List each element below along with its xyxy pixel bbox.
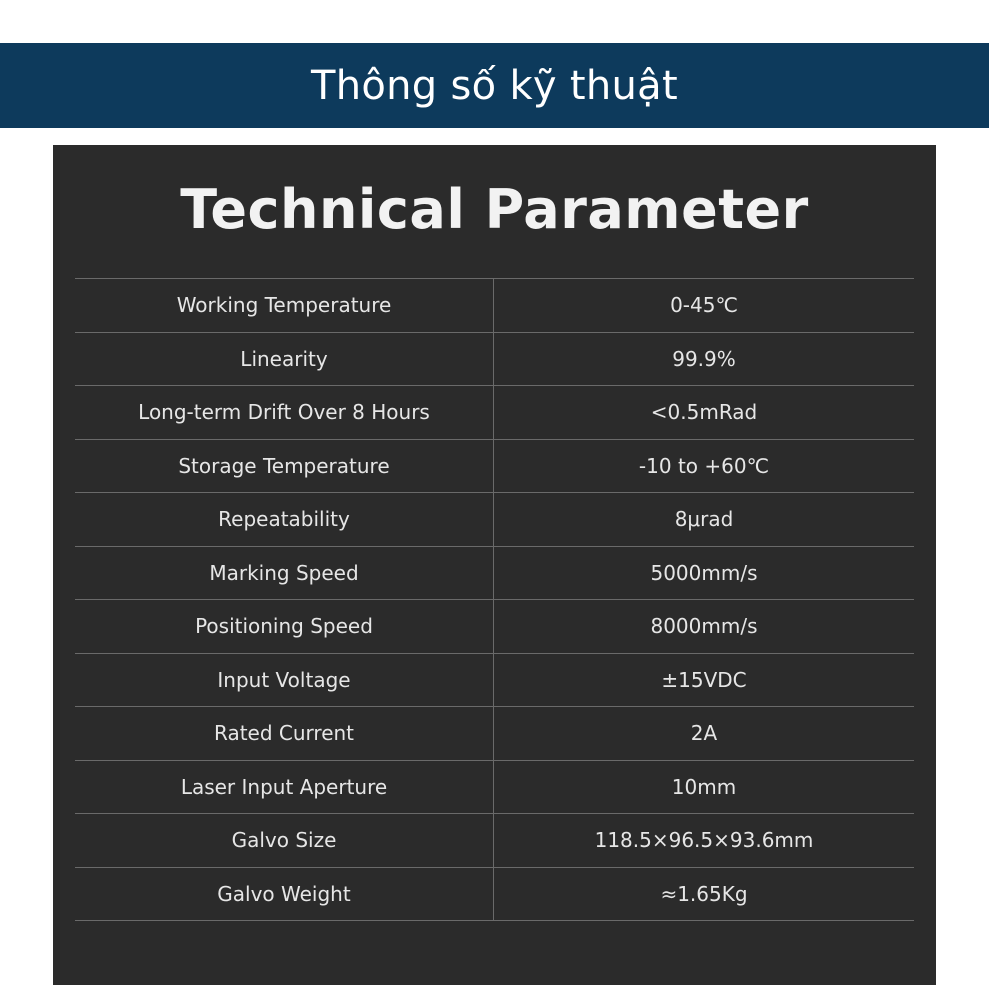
parameter-value: ≈1.65Kg xyxy=(660,881,748,906)
table-row xyxy=(75,547,914,601)
parameter-value: 0-45℃ xyxy=(670,293,738,318)
table-row xyxy=(75,868,914,922)
table-row xyxy=(75,814,914,868)
parameter-value: -10 to +60℃ xyxy=(638,453,770,478)
parameter-name: Galvo Size xyxy=(75,814,494,867)
banner-title: Thông số kỹ thuật xyxy=(311,62,678,109)
table-row xyxy=(75,654,914,708)
table-row xyxy=(75,333,914,387)
parameter-name: Working Temperature xyxy=(75,279,494,332)
parameter-name: Marking Speed xyxy=(75,547,494,600)
header-banner xyxy=(0,43,989,128)
parameter-value: 118.5×96.5×93.6mm xyxy=(594,828,814,853)
parameter-value: 8μrad xyxy=(674,507,734,532)
parameter-value: 10mm xyxy=(671,774,737,799)
table-row xyxy=(75,761,914,815)
table-row xyxy=(75,440,914,494)
parameter-name: Long-term Drift Over 8 Hours xyxy=(75,386,494,439)
parameter-name: Repeatability xyxy=(75,493,494,546)
parameter-value: <0.5mRad xyxy=(650,400,758,425)
parameter-name: Linearity xyxy=(75,333,494,386)
parameter-name: Galvo Weight xyxy=(75,868,494,921)
parameter-name: Positioning Speed xyxy=(75,600,494,653)
table-row xyxy=(75,493,914,547)
spec-table xyxy=(75,278,914,921)
parameter-name: Rated Current xyxy=(75,707,494,760)
parameter-value: 99.9% xyxy=(672,346,736,371)
parameter-value: 2A xyxy=(690,721,718,746)
parameter-name: Storage Temperature xyxy=(75,440,494,493)
table-row xyxy=(75,279,914,333)
parameter-name: Laser Input Aperture xyxy=(75,761,494,814)
parameter-value: 5000mm/s xyxy=(650,560,758,585)
panel-title: Technical Parameter xyxy=(180,178,809,241)
parameter-value: 8000mm/s xyxy=(650,614,758,639)
table-row xyxy=(75,707,914,761)
table-row xyxy=(75,386,914,440)
parameter-value: ±15VDC xyxy=(661,667,747,692)
table-row xyxy=(75,600,914,654)
parameter-name: Input Voltage xyxy=(75,654,494,707)
